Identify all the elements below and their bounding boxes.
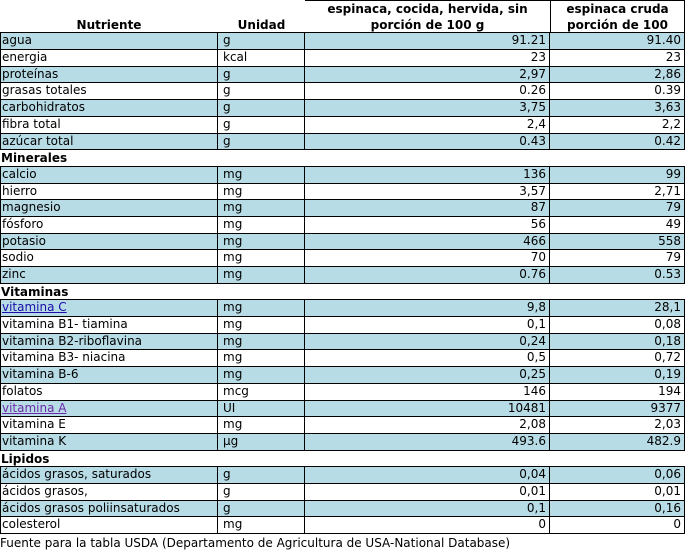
cooked-value-cell: 2,97 (305, 67, 550, 84)
cooked-value-cell: 493.6 (305, 434, 550, 451)
nutrient-cell (0, 300, 218, 317)
header-unidad: Unidad (218, 17, 305, 34)
raw-value-cell: 23 (550, 50, 685, 67)
nutrient-cell: vitamina B2-riboflavina (0, 334, 218, 351)
raw-value-cell: 91.40 (550, 33, 685, 50)
table-row (0, 384, 685, 401)
table-row (0, 200, 685, 217)
raw-value-cell: 2,71 (550, 184, 685, 201)
table-row (0, 83, 685, 100)
unit-cell: mg (218, 184, 305, 201)
cooked-value-cell: 0.43 (305, 134, 550, 151)
unit-cell: g (218, 33, 305, 50)
nutrient-cell: sodio (0, 250, 218, 267)
raw-value-cell: 0.53 (550, 267, 685, 284)
table-row (0, 334, 685, 351)
table-row (0, 467, 685, 484)
nutrient-cell: calcio (0, 167, 218, 184)
nutrient-cell: grasas totales (0, 83, 218, 100)
cooked-value-cell: 0,04 (305, 467, 550, 484)
table-row (0, 434, 685, 451)
table-row (0, 417, 685, 434)
cooked-value-cell: 3,57 (305, 184, 550, 201)
raw-value-cell: 0,16 (550, 501, 685, 518)
unit-cell: mg (218, 167, 305, 184)
table-row (0, 184, 685, 201)
nutrient-cell: vitamina B-6 (0, 367, 218, 384)
table-row (0, 501, 685, 518)
header-raw-line2: porción de 100 (550, 17, 685, 34)
nutrient-cell: colesterol (0, 517, 218, 534)
nutrient-cell: magnesio (0, 200, 218, 217)
cooked-value-cell: 466 (305, 234, 550, 251)
cooked-value-cell: 87 (305, 200, 550, 217)
raw-value-cell: 28,1 (550, 300, 685, 317)
unit-cell: mg (218, 334, 305, 351)
nutrient-cell: fósforo (0, 217, 218, 234)
raw-value-cell: 2,2 (550, 117, 685, 134)
raw-value-cell: 0.42 (550, 134, 685, 151)
table-row (0, 234, 685, 251)
section-header (0, 451, 685, 468)
nutrient-cell: vitamina E (0, 417, 218, 434)
table-row (0, 267, 685, 284)
cooked-value-cell: 136 (305, 167, 550, 184)
table-row (0, 217, 685, 234)
cooked-value-cell: 23 (305, 50, 550, 67)
table-row (0, 67, 685, 84)
raw-value-cell: 0,08 (550, 317, 685, 334)
nutrient-cell: ácidos grasos, (0, 484, 218, 501)
nutrient-cell: azúcar total (0, 134, 218, 151)
raw-value-cell: 194 (550, 384, 685, 401)
header-cooked-line2: porción de 100 g (305, 17, 550, 34)
nutrient-cell (0, 401, 218, 418)
cooked-value-cell: 56 (305, 217, 550, 234)
cooked-value-cell: 0.76 (305, 267, 550, 284)
nutrient-cell: folatos (0, 384, 218, 401)
cooked-value-cell: 0,1 (305, 501, 550, 518)
header-cooked-line1: espinaca, cocida, hervida, sin (305, 0, 550, 17)
unit-cell: mg (218, 350, 305, 367)
unit-cell: g (218, 134, 305, 151)
section-header (0, 150, 685, 167)
unit-cell: mg (218, 367, 305, 384)
nutrient-link[interactable]: vitamina C (2, 300, 67, 315)
unit-cell: mg (218, 267, 305, 284)
cooked-value-cell: 0,25 (305, 367, 550, 384)
table-row (0, 350, 685, 367)
table-row (0, 300, 685, 317)
raw-value-cell: 0,01 (550, 484, 685, 501)
table-row (0, 250, 685, 267)
nutrient-cell: fibra total (0, 117, 218, 134)
unit-cell: mg (218, 217, 305, 234)
table-row (0, 401, 685, 418)
unit-cell: mcg (218, 384, 305, 401)
raw-value-cell: 99 (550, 167, 685, 184)
nutrient-cell: vitamina B3- niacina (0, 350, 218, 367)
raw-value-cell: 482.9 (550, 434, 685, 451)
unit-cell: mg (218, 300, 305, 317)
cooked-value-cell: 2,08 (305, 417, 550, 434)
table-row (0, 317, 685, 334)
nutrient-cell: potasio (0, 234, 218, 251)
header-raw-line1: espinaca cruda (550, 0, 685, 17)
section-label: Lipidos (0, 451, 685, 468)
table-body (0, 33, 685, 534)
unit-cell: mg (218, 250, 305, 267)
nutrient-cell: carbohidratos (0, 100, 218, 117)
table-row (0, 50, 685, 67)
raw-value-cell: 0,06 (550, 467, 685, 484)
table-row (0, 33, 685, 50)
raw-value-cell: 2,86 (550, 67, 685, 84)
unit-cell: g (218, 100, 305, 117)
cooked-value-cell: 70 (305, 250, 550, 267)
section-header (0, 284, 685, 301)
nutrient-cell: proteínas (0, 67, 218, 84)
header-row-top (0, 0, 685, 17)
cooked-value-cell: 91.21 (305, 33, 550, 50)
table-row (0, 167, 685, 184)
cooked-value-cell: 9,8 (305, 300, 550, 317)
unit-cell: kcal (218, 50, 305, 67)
table-row (0, 484, 685, 501)
cooked-value-cell: 3,75 (305, 100, 550, 117)
unit-cell: mg (218, 234, 305, 251)
unit-cell: g (218, 484, 305, 501)
cooked-value-cell: 2,4 (305, 117, 550, 134)
unit-cell: mg (218, 517, 305, 534)
unit-cell: g (218, 501, 305, 518)
unit-cell: UI (218, 401, 305, 418)
cooked-value-cell: 0 (305, 517, 550, 534)
raw-value-cell: 0.39 (550, 83, 685, 100)
unit-cell: g (218, 83, 305, 100)
cooked-value-cell: 0,01 (305, 484, 550, 501)
table-row (0, 517, 685, 534)
nutrient-cell: vitamina B1- tiamina (0, 317, 218, 334)
nutrient-cell: hierro (0, 184, 218, 201)
raw-value-cell: 79 (550, 250, 685, 267)
raw-value-cell: 3,63 (550, 100, 685, 117)
nutrient-cell: vitamina K (0, 434, 218, 451)
nutrient-cell: ácidos grasos poliinsaturados (0, 501, 218, 518)
section-label: Vitaminas (0, 284, 685, 301)
nutrient-cell: energia (0, 50, 218, 67)
raw-value-cell: 79 (550, 200, 685, 217)
table-row (0, 117, 685, 134)
section-label: Minerales (0, 150, 685, 167)
raw-value-cell: 9377 (550, 401, 685, 418)
header-row (0, 17, 685, 34)
source-footnote: Fuente para la tabla USDA (Departamento de Agricultura de USA-National Database) (0, 536, 511, 550)
header-nutriente: Nutriente (0, 17, 218, 34)
unit-cell: g (218, 117, 305, 134)
cooked-value-cell: 0.26 (305, 83, 550, 100)
nutrient-cell: ácidos grasos, saturados (0, 467, 218, 484)
table-row (0, 367, 685, 384)
cooked-value-cell: 0,5 (305, 350, 550, 367)
raw-value-cell: 0,18 (550, 334, 685, 351)
unit-cell: mg (218, 417, 305, 434)
table-row (0, 134, 685, 151)
raw-value-cell: 49 (550, 217, 685, 234)
cooked-value-cell: 0,1 (305, 317, 550, 334)
raw-value-cell: 558 (550, 234, 685, 251)
raw-value-cell: 0,19 (550, 367, 685, 384)
raw-value-cell: 2,03 (550, 417, 685, 434)
nutrient-link[interactable]: vitamina A (2, 400, 67, 415)
table-row (0, 100, 685, 117)
cooked-value-cell: 146 (305, 384, 550, 401)
unit-cell: g (218, 67, 305, 84)
raw-value-cell: 0,72 (550, 350, 685, 367)
unit-cell: µg (218, 434, 305, 451)
cooked-value-cell: 10481 (305, 401, 550, 418)
unit-cell: mg (218, 200, 305, 217)
unit-cell: g (218, 467, 305, 484)
cooked-value-cell: 0,24 (305, 334, 550, 351)
nutrient-cell: zinc (0, 267, 218, 284)
raw-value-cell: 0 (550, 517, 685, 534)
unit-cell: mg (218, 317, 305, 334)
nutrient-cell: agua (0, 33, 218, 50)
